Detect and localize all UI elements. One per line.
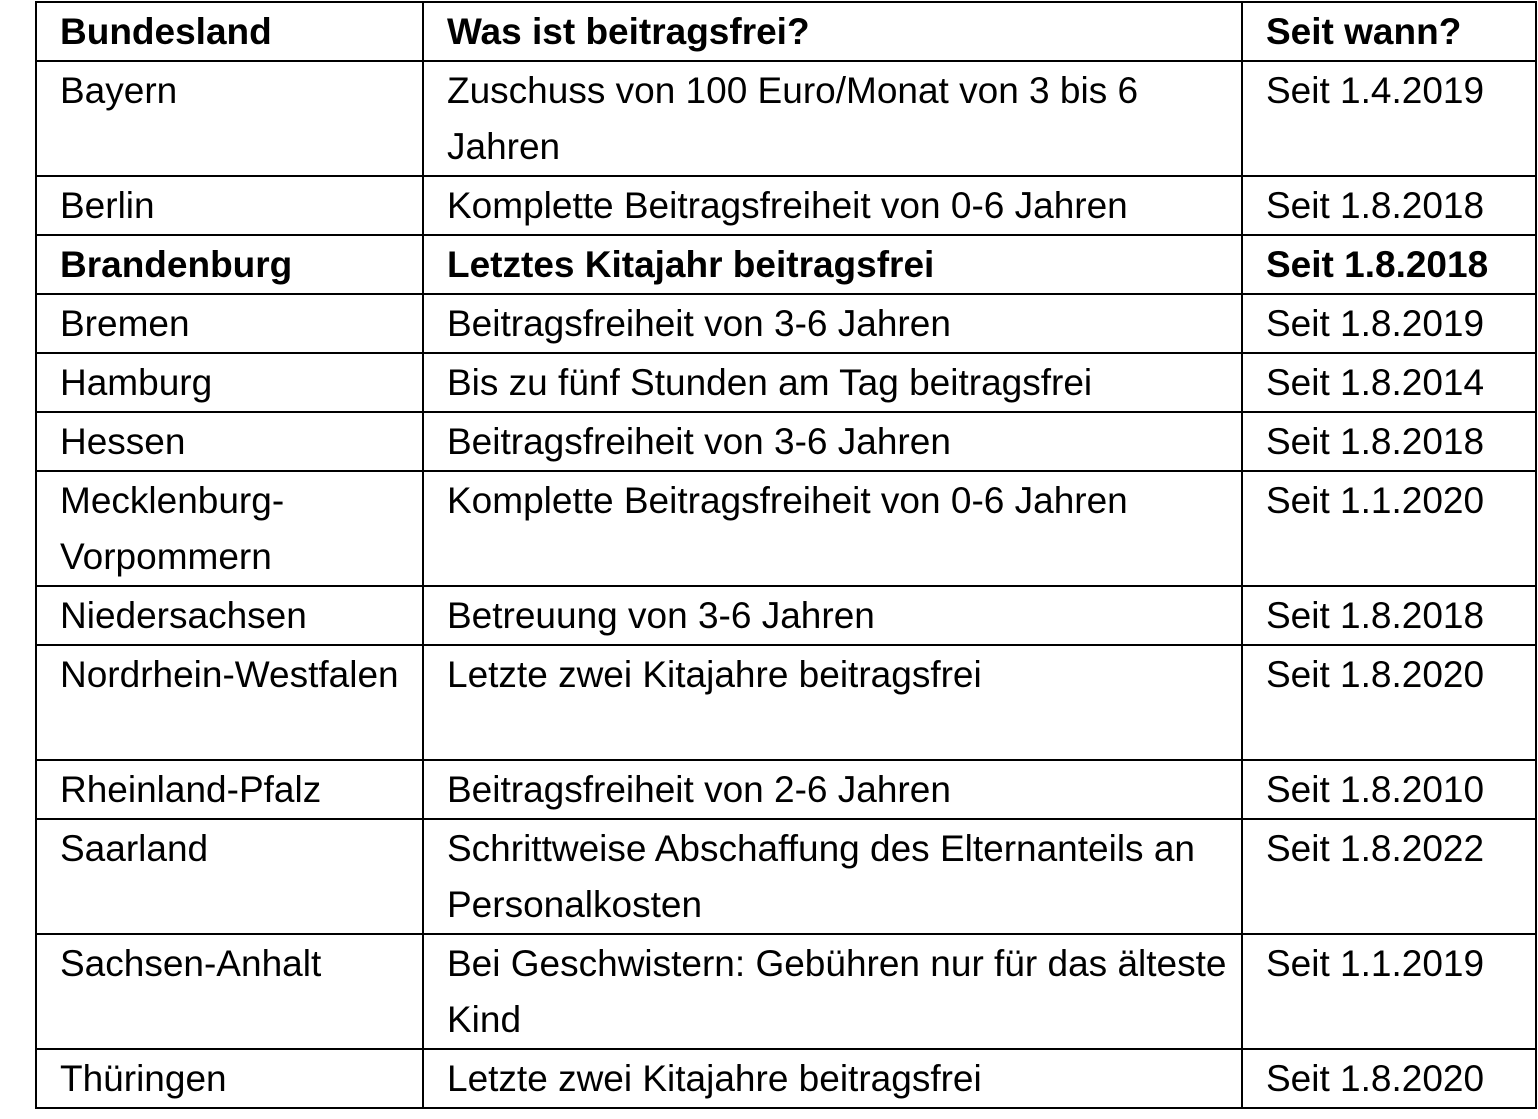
table-row-highlighted — [36, 235, 1536, 294]
cell-seit: Seit 1.1.2019 — [1242, 934, 1536, 1049]
cell-was: Bis zu fünf Stunden am Tag beitragsfrei — [423, 353, 1242, 412]
cell-was: Schrittweise Abschaffung des Elternanteils an Personalkosten — [423, 819, 1242, 934]
cell-bundesland: Bremen — [36, 294, 423, 353]
cell-seit: Seit 1.8.2018 — [1242, 176, 1536, 235]
cell-seit: Seit 1.8.2014 — [1242, 353, 1536, 412]
header-was-ist-beitragsfrei: Was ist beitragsfrei? — [423, 2, 1242, 61]
table-row — [36, 176, 1536, 235]
cell-was: Letzte zwei Kitajahre beitragsfrei — [423, 1049, 1242, 1108]
cell-was: Beitragsfreiheit von 3-6 Jahren — [423, 294, 1242, 353]
table-header-row — [36, 2, 1536, 61]
table-row — [36, 61, 1536, 176]
table-row — [36, 934, 1536, 1049]
cell-bundesland: Thüringen — [36, 1049, 423, 1108]
cell-seit: Seit 1.8.2018 — [1242, 412, 1536, 471]
cell-bundesland: Rheinland-Pfalz — [36, 760, 423, 819]
cell-bundesland: Berlin — [36, 176, 423, 235]
cell-seit: Seit 1.8.2020 — [1242, 1049, 1536, 1108]
cell-seit: Seit 1.8.2020 — [1242, 645, 1536, 760]
cell-was: Letzte zwei Kitajahre beitragsfrei — [423, 645, 1242, 760]
cell-bundesland: Saarland — [36, 819, 423, 934]
table-row — [36, 471, 1536, 586]
cell-was: Komplette Beitragsfreiheit von 0-6 Jahren — [423, 471, 1242, 586]
table-row — [36, 586, 1536, 645]
table-row — [36, 819, 1536, 934]
cell-seit: Seit 1.8.2018 — [1242, 235, 1536, 294]
cell-seit: Seit 1.4.2019 — [1242, 61, 1536, 176]
header-seit-wann: Seit wann? — [1242, 2, 1536, 61]
cell-bundesland: Niedersachsen — [36, 586, 423, 645]
table-row — [36, 412, 1536, 471]
kita-fee-table — [35, 1, 1537, 1109]
table-row — [36, 645, 1536, 760]
cell-was: Bei Geschwistern: Gebühren nur für das älteste Kind — [423, 934, 1242, 1049]
cell-was: Komplette Beitragsfreiheit von 0-6 Jahren — [423, 176, 1242, 235]
cell-was: Letztes Kitajahr beitragsfrei — [423, 235, 1242, 294]
cell-bundesland: Hamburg — [36, 353, 423, 412]
cell-seit: Seit 1.8.2010 — [1242, 760, 1536, 819]
cell-bundesland: Mecklenburg-Vorpommern — [36, 471, 423, 586]
cell-bundesland: Brandenburg — [36, 235, 423, 294]
cell-was: Betreuung von 3-6 Jahren — [423, 586, 1242, 645]
cell-seit: Seit 1.8.2019 — [1242, 294, 1536, 353]
cell-seit: Seit 1.1.2020 — [1242, 471, 1536, 586]
cell-bundesland: Bayern — [36, 61, 423, 176]
table-row — [36, 1049, 1536, 1108]
cell-seit: Seit 1.8.2022 — [1242, 819, 1536, 934]
table-row — [36, 760, 1536, 819]
cell-was: Beitragsfreiheit von 2-6 Jahren — [423, 760, 1242, 819]
header-bundesland: Bundesland — [36, 2, 423, 61]
cell-bundesland: Nordrhein-Westfalen — [36, 645, 423, 760]
table-row — [36, 294, 1536, 353]
cell-bundesland: Sachsen-Anhalt — [36, 934, 423, 1049]
cell-seit: Seit 1.8.2018 — [1242, 586, 1536, 645]
cell-bundesland: Hessen — [36, 412, 423, 471]
cell-was: Beitragsfreiheit von 3-6 Jahren — [423, 412, 1242, 471]
table-row — [36, 353, 1536, 412]
cell-was: Zuschuss von 100 Euro/Monat von 3 bis 6 Jahren — [423, 61, 1242, 176]
